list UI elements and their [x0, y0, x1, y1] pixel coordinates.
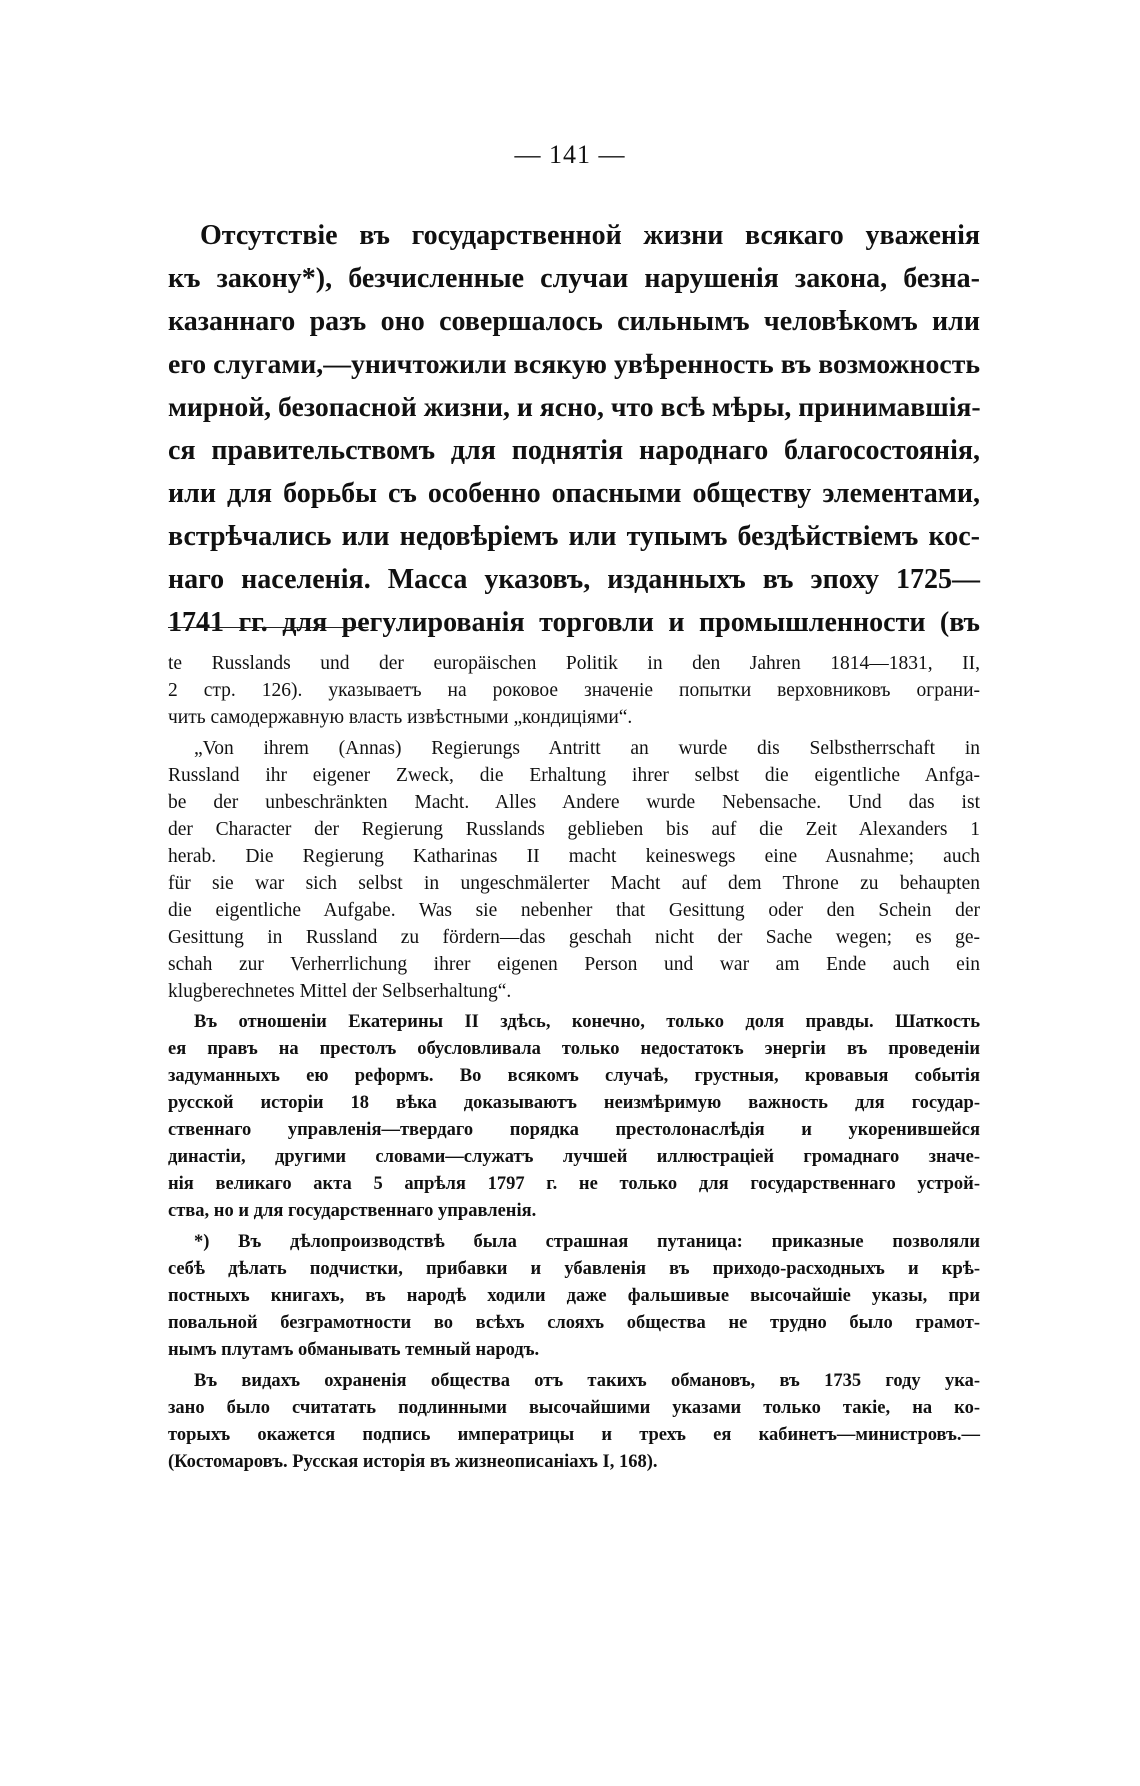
- footnote-divider: [168, 627, 368, 628]
- footnote-paragraph-german-quote: [168, 735, 980, 1005]
- footnote-line: ея правъ на престолъ обусловливала только недостатокъ энергіи въ проведеніи: [168, 1039, 980, 1059]
- main-text-line: наго населенія. Масса указовъ, изданныхъ въ эпоху 1725—: [168, 564, 980, 595]
- footnotes: [168, 650, 980, 1480]
- footnote-line: постныхъ книгахъ, въ народѣ ходили даже фальшивые высочайшіе указы, при: [168, 1286, 980, 1306]
- footnote-line: повальной безграмотности во всѣхъ слояхъ общества не трудно было грамот-: [168, 1313, 980, 1333]
- footnote-line: задуманныхъ ею реформъ. Во всякомъ случаѣ, грустныя, кровавыя событія: [168, 1066, 980, 1086]
- main-text-line: 1741 гг. для регулированія торговли и промышленности (въ: [168, 607, 980, 638]
- footnote-line: die eigentliche Aufgabe. Was sie nebenher that Gesittung oder den Schein der: [168, 900, 980, 921]
- footnote-line: зано было считатать подлинными высочайшими указами только такіе, на ко-: [168, 1398, 980, 1418]
- main-text-line: ся правительствомъ для поднятія народнаго благосостоянія,: [168, 435, 980, 466]
- footnote-line: Въ отношеніи Екатерины II здѣсь, конечно, только доля правды. Шаткость: [194, 1012, 980, 1032]
- footnote-line: династіи, другими словами—служатъ лучшей иллюстраціей громаднаго значе-: [168, 1147, 980, 1167]
- footnote-paragraph-catherine: [168, 1009, 980, 1225]
- footnote-line: нымъ плутамъ обманывать темный народъ.: [168, 1340, 540, 1360]
- footnote-line: торыхъ окажется подпись императрицы и трехъ ея кабинетъ—министровъ.—: [168, 1425, 980, 1445]
- footnote-line: schah zur Verherrlichung ihrer eigenen Person und war am Ende auch ein: [168, 954, 980, 975]
- main-text-line: мирной, безопасной жизни, и ясно, что всѣ мѣры, принимавшія-: [168, 392, 981, 423]
- main-text-line: Отсутствіе въ государственной жизни всякаго уваженія: [200, 220, 980, 251]
- footnote-line: русской исторіи 18 вѣка доказываютъ неизмѣримую важность для государ-: [168, 1093, 980, 1113]
- footnote-line: herab. Die Regierung Katharinas II macht keineswegs eine Ausnahme; auch: [168, 846, 980, 867]
- footnote-line: чить самодержавную власть извѣстными „кондиціями“.: [168, 707, 633, 728]
- footnote-line: te Russlands und der europäischen Politik in den Jahren 1814—1831, II,: [168, 653, 980, 674]
- main-text-line: встрѣчались или недовѣріемъ или тупымъ бездѣйствіемъ кос-: [168, 521, 980, 552]
- footnote-line: (Костомаровъ. Русская исторія въ жизнеописаніахъ I, 168).: [168, 1452, 658, 1472]
- footnote-line: себѣ дѣлать подчистки, прибавки и убавленія въ приходо-расходныхъ и крѣ-: [168, 1259, 980, 1279]
- footnote-line: Russland ihr eigener Zweck, die Erhaltung ihrer selbst die eigentliche Anfga-: [168, 765, 980, 786]
- footnote-line: der Character der Regierung Russlands geblieben bis auf die Zeit Alexanders 1: [168, 819, 980, 840]
- main-text-paragraph: [168, 214, 980, 644]
- page-number: — 141 —: [514, 140, 626, 169]
- footnote-line: Gesittung in Russland zu fördern—das geschah nicht der Sache wegen; es ge-: [168, 927, 980, 948]
- footnote-paragraph-records: [168, 1229, 980, 1364]
- footnote-line: be der unbeschränkten Macht. Alles Andere wurde Nebensache. Und das ist: [168, 792, 980, 813]
- footnote-line: „Von ihrem (Annas) Regierungs Antritt an wurde dis Selbstherrschaft in: [194, 738, 980, 759]
- footnote-line: Въ видахъ охраненія общества отъ такихъ обмановъ, въ 1735 году ука-: [194, 1371, 980, 1391]
- footnote-line: klugberechnetes Mittel der Selbserhaltung“.: [168, 981, 512, 1002]
- footnote-line: 2 стр. 126). указываетъ на роковое значеніе попытки верховниковъ ограни-: [168, 680, 980, 701]
- main-text-line: или для борьбы съ особенно опасными обществу элементами,: [168, 478, 980, 509]
- footnote-line: für sie war sich selbst in ungeschmälerter Macht auf dem Throne zu behaupten: [168, 873, 980, 894]
- footnote-line: ства, но и для государственнаго управленія.: [168, 1201, 537, 1221]
- footnote-paragraph-continuation: [168, 650, 980, 731]
- main-text-line: къ закону*), безчисленные случаи нарушенія закона, безна-: [168, 263, 980, 294]
- footnote-line: *) Въ дѣлопроизводствѣ была страшная путаница: приказные позволяли: [194, 1232, 980, 1252]
- main-text-line: казаннаго разъ оно совершалось сильнымъ человѣкомъ или: [168, 306, 980, 337]
- footnote-line: нія великаго акта 5 апрѣля 1797 г. не только для государственнаго устрой-: [168, 1174, 980, 1194]
- main-text-line: его слугами,—уничтожили всякую увѣренность въ возможность: [168, 349, 980, 380]
- footnote-line: ственнаго управленія—твердаго порядка престолонаслѣдія и укоренившейся: [168, 1120, 980, 1140]
- footnote-paragraph-decree-1735: [168, 1368, 980, 1476]
